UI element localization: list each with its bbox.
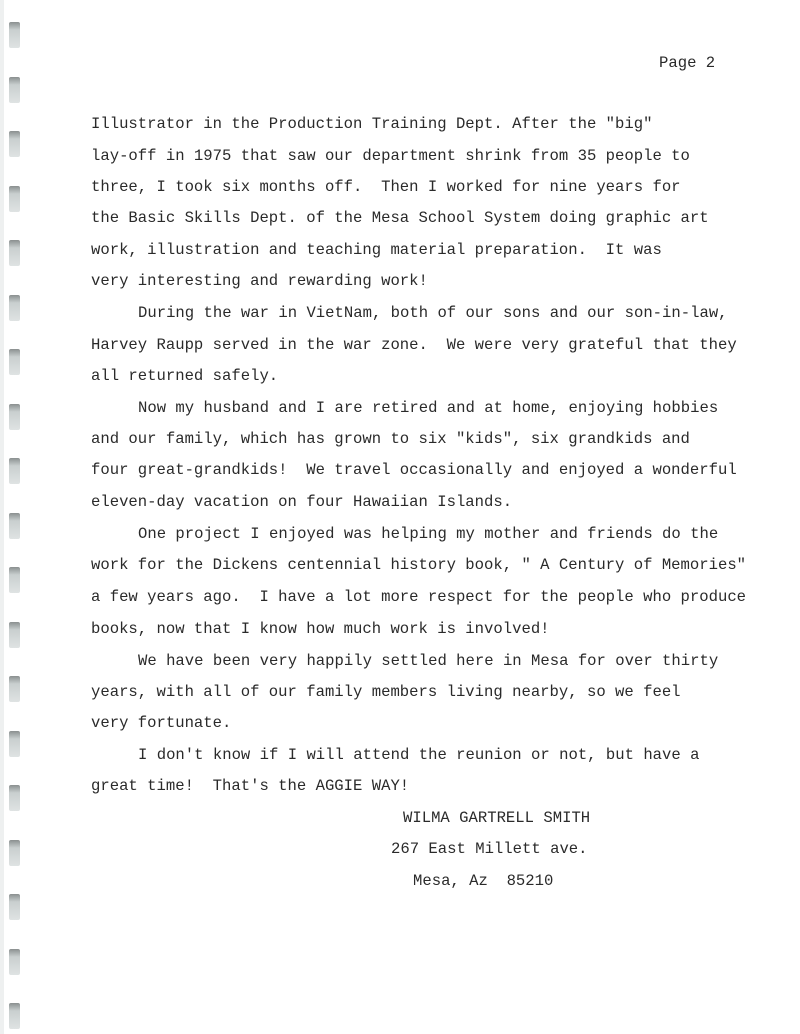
binding-hole <box>9 186 20 212</box>
signature-street: 267 East Millett ave. <box>391 840 588 858</box>
binding-hole <box>9 295 20 321</box>
signature-name: WILMA GARTRELL SMITH <box>403 809 591 827</box>
binding-hole <box>9 949 20 975</box>
signature-city: Mesa, Az 85210 <box>413 872 554 890</box>
binding-hole <box>9 458 20 484</box>
text-line: work, illustration and teaching material preparation. It was <box>91 241 662 259</box>
text-line: Now my husband and I are retired and at home, enjoying hobbies <box>138 399 719 417</box>
text-line: work for the Dickens centennial history book, " A Century of Memories" <box>91 556 747 574</box>
text-line: very fortunate. <box>91 714 232 732</box>
text-line: years, with all of our family members living nearby, so we feel <box>91 683 681 701</box>
binding-hole <box>9 22 20 48</box>
binding-hole <box>9 349 20 375</box>
binding-hole <box>9 622 20 648</box>
page-number: Page 2 <box>659 54 716 72</box>
text-line: eleven-day vacation on four Hawaiian Islands. <box>91 493 513 511</box>
text-line: great time! That's the AGGIE WAY! <box>91 777 410 795</box>
binding-hole <box>9 567 20 593</box>
text-line: four great-grandkids! We travel occasionally and enjoyed a wonderful <box>91 461 737 479</box>
binding-hole <box>9 894 20 920</box>
text-line: One project I enjoyed was helping my mother and friends do the <box>138 525 719 543</box>
text-line: Harvey Raupp served in the war zone. We were very grateful that they <box>91 336 737 354</box>
text-line: very interesting and rewarding work! <box>91 272 428 290</box>
page-edge <box>0 0 4 1034</box>
text-line: I don't know if I will attend the reunion or not, but have a <box>138 746 700 764</box>
text-line: During the war in VietNam, both of our sons and our son-in-law, <box>138 304 728 322</box>
binding-hole <box>9 840 20 866</box>
binding-hole <box>9 240 20 266</box>
binding-hole <box>9 785 20 811</box>
binding-hole <box>9 676 20 702</box>
binding-hole <box>9 404 20 430</box>
text-line: the Basic Skills Dept. of the Mesa School System doing graphic art <box>91 209 709 227</box>
binding-hole <box>9 513 20 539</box>
text-line: and our family, which has grown to six "kids", six grandkids and <box>91 430 690 448</box>
text-line: lay-off in 1975 that saw our department shrink from 35 people to <box>91 147 690 165</box>
binding-hole <box>9 731 20 757</box>
text-line: We have been very happily settled here in Mesa for over thirty <box>138 652 719 670</box>
binding-hole <box>9 77 20 103</box>
text-line: Illustrator in the Production Training Dept. After the "big" <box>91 115 653 133</box>
text-line: books, now that I know how much work is involved! <box>91 620 550 638</box>
binding-hole <box>9 1003 20 1029</box>
binding-hole <box>9 131 20 157</box>
text-line: three, I took six months off. Then I worked for nine years for <box>91 178 681 196</box>
text-line: a few years ago. I have a lot more respect for the people who produce <box>91 588 747 606</box>
text-line: all returned safely. <box>91 367 279 385</box>
